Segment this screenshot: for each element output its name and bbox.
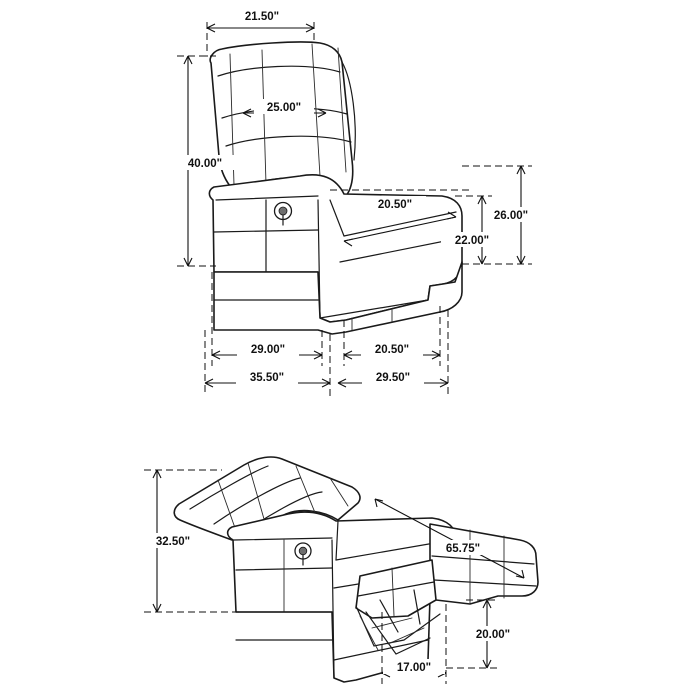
reclined-view xyxy=(142,457,538,684)
dim-label-20-50-seat-width: 20.50" xyxy=(374,344,410,356)
dim-arm-height xyxy=(462,166,542,264)
dim-footrest-height xyxy=(446,600,524,668)
dim-label-32-50: 32.50" xyxy=(155,536,191,548)
dim-label-65-75: 65.75" xyxy=(445,543,481,555)
dim-label-40-00: 40.00" xyxy=(187,158,223,170)
dim-label-29-50: 29.50" xyxy=(375,372,411,384)
dim-label-22-00: 22.00" xyxy=(454,235,490,247)
dim-label-25-00: 25.00" xyxy=(266,102,302,114)
upright-view xyxy=(175,8,542,396)
dim-label-35-50: 35.50" xyxy=(249,372,285,384)
dim-label-20-00: 20.00" xyxy=(475,629,511,641)
chair-backrest xyxy=(210,42,355,200)
dim-label-26-00: 26.00" xyxy=(493,210,529,222)
dim-label-17-00: 17.00" xyxy=(396,662,432,674)
dim-overall-depth xyxy=(205,330,330,396)
dim-label-20-50-seat-depth: 20.50" xyxy=(377,199,413,211)
dim-label-21-50: 21.50" xyxy=(244,11,280,23)
dim-label-29-00: 29.00" xyxy=(250,344,286,356)
